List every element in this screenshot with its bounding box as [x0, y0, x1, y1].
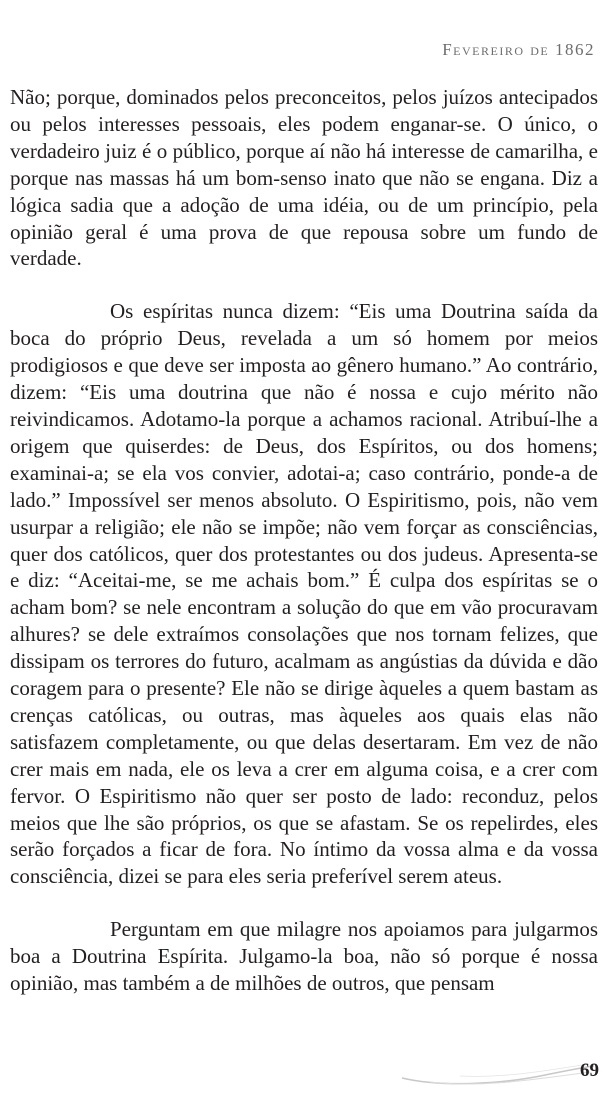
- running-header: Fevereiro de 1862: [442, 40, 595, 59]
- paragraph-2: Os espíritas nunca dizem: “Eis uma Doutrina saída da boca do próprio Deus, revelada a um só homem por meios prodigiosos e que deve ser imposta ao gênero humano.” Ao contrário, dizem: “Eis uma doutrina que não é nossa e cujo mérito não reivindicamos. Adotamo-la porque a achamos racional. Atribuí-lhe a origem que quiserdes: de Deus, dos Espíritos, ou dos homens; examinai-a; se ela vos convier, adotai-a; caso contrário, ponde-a de lado.” Impossível ser menos absoluto. O Espiritismo, pois, não vem usurpar a religião; ele não se impõe; não vem forçar as consciências, quer dos católicos, quer dos protestantes ou dos judeus. Apresenta-se e diz: “Aceitai-me, se me achais bom.” É culpa dos espíritas se o acham bom? se nele encontram a solução do que em vão procuravam alhures? se dele extraímos consolações que nos tornam felizes, que dissipam os terrores do futuro, acalmam as angústias da dúvida e dão coragem para o presente? Ele não se dirige àqueles a quem bastam as crenças católicas, ou outras, mas àqueles aos quais elas não satisfazem completamente, ou que delas desertaram. Em vez de não crer mais em nada, ele os leva a crer em alguma coisa, e a crer com fervor. O Espiritismo não quer ser posto de lado: reconduz, pelos meios que lhe são próprios, os que se afastam. Se os repelirdes, eles serão forçados a ficar de fora. No íntimo da vossa alma e da vossa consciência, dizei se para eles seria preferível serem ateus.: [10, 299, 598, 889]
- paragraph-3: Perguntam em que milagre nos apoiamos para julgarmos boa a Doutrina Espírita. Julgamo-la boa, não só porque é nossa opinião, mas também a de milhões de outros, que pensam: [10, 917, 598, 996]
- page-body: [10, 84, 598, 997]
- swoosh-ornament-icon: [400, 1058, 595, 1088]
- paragraph-1: Não; porque, dominados pelos preconceitos, pelos juízos antecipados ou pelos interesses pessoais, eles podem enganar-se. O único, o verdadeiro juiz é o público, porque aí não há interesse de camarilha, e porque nas massas há um bom-senso inato que não se engana. Diz a lógica sadia que a adoção de uma idéia, ou de um princípio, pela opinião geral é uma prova de que repousa sobre um fundo de verdade.: [10, 85, 598, 271]
- page-number: 69: [580, 1060, 599, 1081]
